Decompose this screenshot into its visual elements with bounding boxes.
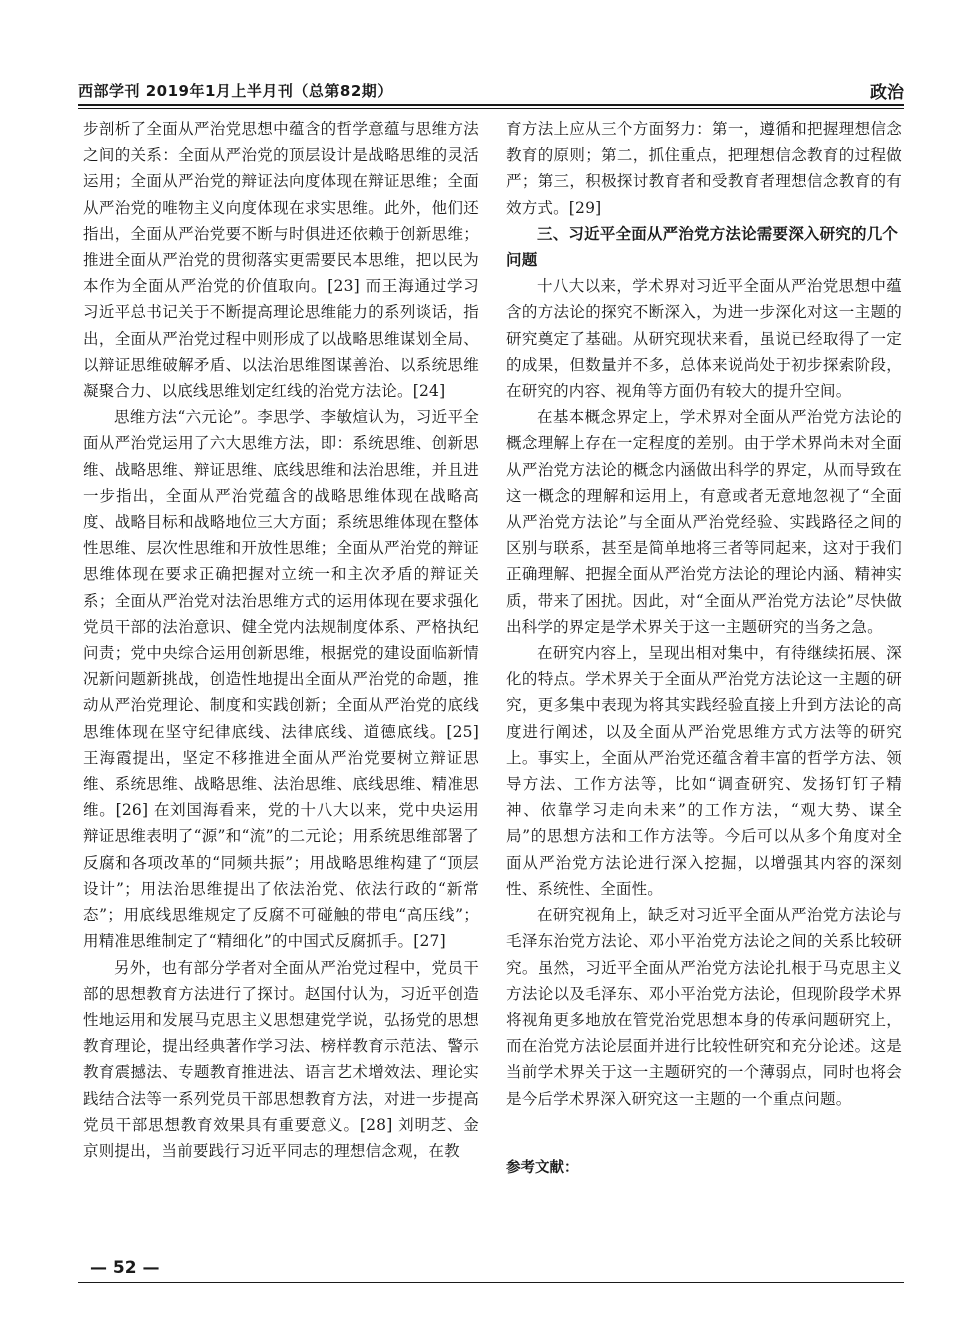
right-column	[506, 116, 902, 1246]
paragraph-left-1: 步剖析了全面从严治党思想中蕴含的哲学意蕴与思维方法之间的关系：全面从严治党的顶层设计是战略思维的灵活运用；全面从严治党的辩证法向度体现在辩证思维；全面从严治党的唯物主义向度体现在求实思维。此外，他们还指出，全面从严治党要不断与时俱进还依赖于创新思维；推进全面从严治党的贯彻落实更需要民本思维，把以民为本作为全面从严治党的价值取向。[23] 而王海通过学习习近平总书记关于不断提高理论思维能力的系列谈话，指出，全面从严治党过程中则形成了以战略思维谋划全局、以辩证思维破解矛盾、以法治思维图谋善治、以系统思维凝聚合力、以底线思维划定红线的治党方法论。[24]	[83, 120, 479, 401]
page-number: — 52 —	[90, 1258, 160, 1278]
paragraph-right-continuation: 育方法上应从三个方面努力：第一，遵循和把握理想信念教育的原则；第二，抓住重点，把理想信念教育的过程做严；第三，积极探讨教育者和受教育者理想信念教育的有效方式。[29]	[506, 120, 902, 217]
paragraph-left-2: 思维方法“六元论”。李思学、李敏煊认为，习近平全面从严治党运用了六大思维方法，即：系统思维、创新思维、战略思维、辩证思维、底线思维和法治思维，并且进一步指出，全面从严治党蕴含的战略思维体现在战略高度、战略目标和战略地位三大方面；系统思维体现在整体性思维、层次性思维和开放性思维；全面从严治党的辩证思维体现在要求正确把握对立统一和主次矛盾的辩证关系；全面从严治党对法治思维方式的运用体现在要求强化党员干部的法治意识、健全党内法规制度体系、严格执纪问责；党中央综合运用创新思维，根据党的建设面临新情况新问题新挑战，创造性地提出全面从严治党的命题，推动从严治党理论、制度和实践创新；全面从严治党的底线思维体现在坚守纪律底线、法律底线、道德底线。[25] 王海霞提出，坚定不移推进全面从严治党要树立辩证思维、系统思维、战略思维、法治思维、底线思维、精准思维。[26] 在刘国海看来，党的十八大以来，党中央运用辩证思维表明了“源”和“流”的二元论；用系统思维部署了反腐和各项改革的“同频共振”；用战略思维构建了“顶层设计”；用法治思维提出了依法治党、依法行政的“新常态”；用底线思维规定了反腐不可碰触的带电“高压线”；用精准思维制定了“精细化”的中国式反腐抓手。[27]	[83, 408, 479, 951]
paragraph-left-3: 另外，也有部分学者对全面从严治党过程中，党员干部的思想教育方法进行了探讨。赵国付认为，习近平创造性地运用和发展马克思主义思想建党学说，弘扬党的思想教育理论，提出经典著作学习法、榜样教育示范法、警示教育震撼法、专题教育推进法、语言艺术增效法、理论实践结合法等一系列党员干部思想教育方法，对进一步提高党员干部思想教育效果具有重要意义。[28] 刘明芝、金京则提出，当前要践行习近平同志的理想信念观，在教	[83, 958, 479, 1160]
running-header	[78, 76, 904, 106]
references-label: 参考文献：	[506, 1159, 579, 1176]
paragraph-right-2: 在基本概念界定上，学术界对全面从严治党方法论的概念理解上存在一定程度的差别。由于学术界尚未对全面从严治党方法论的概念内涵做出科学的界定，从而导致在这一概念的理解和运用上，有意或者无意地忽视了“全面从严治党方法论”与全面从严治党经验、实践路径之间的区别与联系，甚至是简单地将三者等同起来，这对于我们正确理解、把握全面从严治党方法论的理论内涵、精神实质，带来了困扰。因此，对“全面从严治党方法论”尽快做出科学的界定是学术界关于这一主题研究的当务之急。	[506, 408, 902, 636]
header-rule-thick	[78, 104, 904, 106]
journal-title: 西部学刊 2019年1月上半月刊（总第82期）	[78, 82, 393, 100]
paragraph-right-1: 十八大以来，学术界对习近平全面从严治党思想中蕴含的方法论的探究不断深入，为进一步深化对这一主题的研究奠定了基础。从研究现状来看，虽说已经取得了一定的成果，但数量并不多，总体来说尚处于初步探索阶段，在研究的内容、视角等方面仍有较大的提升空间。	[506, 277, 902, 401]
footer-rule	[78, 1282, 904, 1283]
section-label: 政治	[870, 83, 904, 103]
header-rule-thin	[78, 108, 904, 109]
left-column	[83, 116, 479, 1246]
paragraph-right-3: 在研究内容上，呈现出相对集中，有待继续拓展、深化的特点。学术界关于全面从严治党方法论这一主题的研究，更多集中表现为将其实践经验直接上升到方法论的高度进行阐述，以及全面从严治党思维方式方法等的研究上。事实上，全面从严治党还蕴含着丰富的哲学方法、领导方法、工作方法等，比如“调查研究、发扬钉钉子精神、依靠学习走向未来”的工作方法，“观大势、谋全局”的思想方法和工作方法等。今后可以从多个角度对全面从严治党方法论进行深入挖掘，以增强其内容的深刻性、系统性、全面性。	[506, 644, 902, 898]
section-heading: 三、习近平全面从严治党方法论需要深入研究的几个问题	[506, 224, 899, 270]
paragraph-right-4: 在研究视角上，缺乏对习近平全面从严治党方法论与毛泽东治党方法论、邓小平治党方法论之间的关系比较研究。虽然，习近平全面从严治党方法论扎根于马克思主义方法论以及毛泽东、邓小平治党方法论，但现阶段学术界将视角更多地放在管党治党思想本身的传承问题研究上，而在治党方法论层面并进行比较性研究和充分论述。这是当前学术界关于这一主题研究的一个薄弱点，同时也将会是今后学术界深入研究这一主题的一个重点问题。	[506, 906, 902, 1108]
